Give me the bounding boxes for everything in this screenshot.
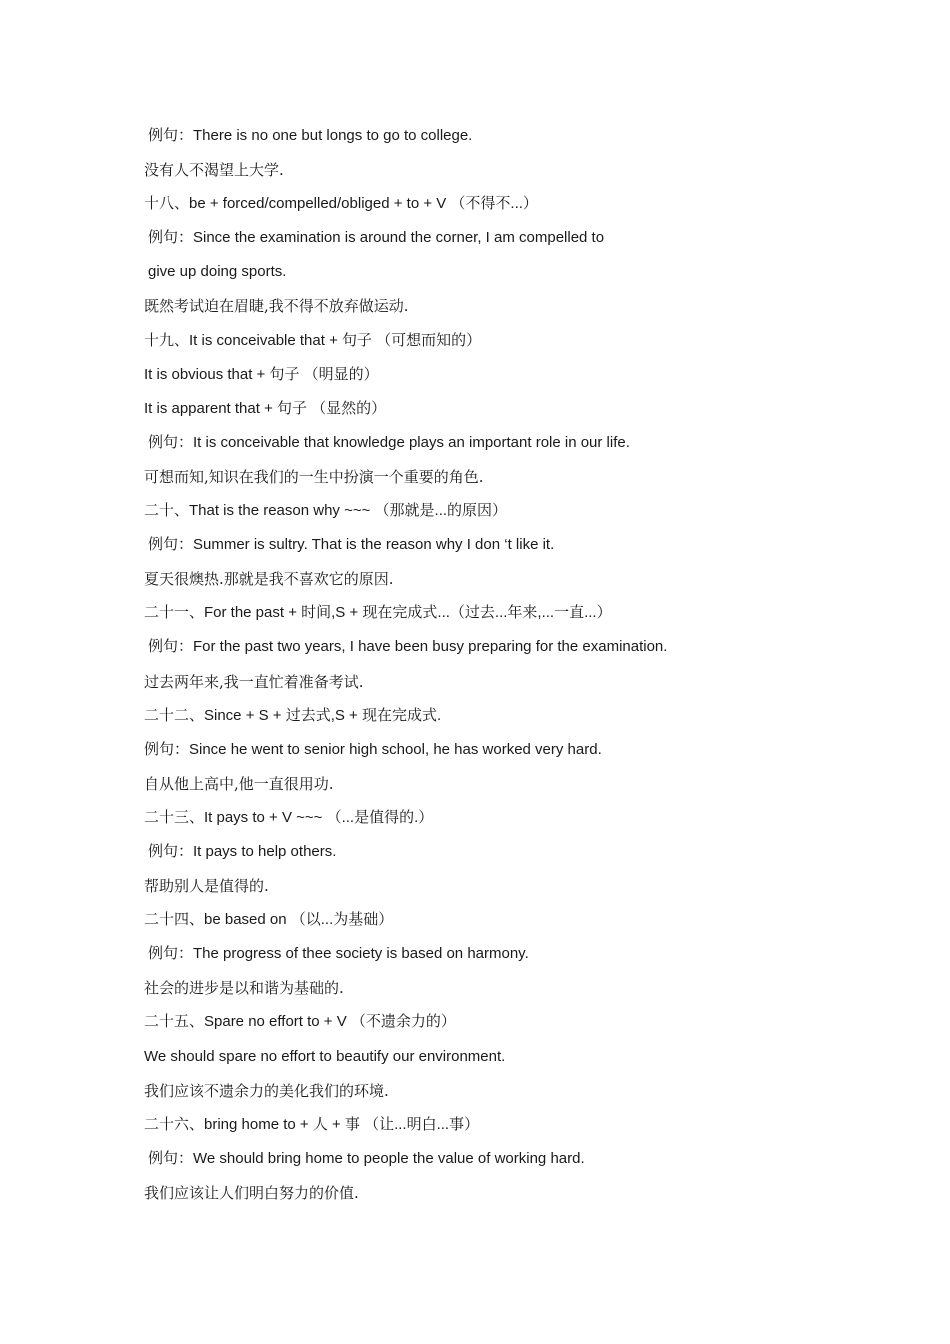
- text-line: 二十五、Spare no effort to + V （不遗余力的）: [144, 1013, 456, 1031]
- text-line: 二十六、bring home to + 人 + 事 （让...明白...事）: [144, 1115, 480, 1133]
- document-body: [144, 119, 844, 1210]
- translation-line: 自从他上高中,他一直很用功.: [144, 774, 334, 793]
- text-line: It is obvious that + 句子 （明显的）: [144, 365, 379, 383]
- translation-line: 社会的进步是以和谐为基础的.: [144, 979, 344, 998]
- text-line: We should spare no effort to beautify our environment.: [144, 1047, 506, 1065]
- translation-line: 可想而知,知识在我们的一生中扮演一个重要的角色.: [144, 467, 484, 486]
- text-line: 例句：Since the examination is around the corner, I am compelled to: [148, 229, 605, 247]
- text-line: 二十一、For the past + 时间,S + 现在完成式...（过去...年来,...一直...）: [144, 604, 612, 622]
- translation-line: 没有人不渴望上大学.: [144, 161, 284, 180]
- text-line: 例句：Summer is sultry. That is the reason why I don ‘t like it.: [148, 536, 555, 554]
- text-line: 十八、be + forced/compelled/obliged + to + V （不得不...）: [144, 195, 538, 213]
- text-line: 二十、That is the reason why ~~~ （那就是...的原因）: [144, 502, 508, 520]
- text-line: 二十三、It pays to + V ~~~ （...是值得的.）: [144, 808, 434, 826]
- text-line: give up doing sports.: [148, 263, 287, 281]
- text-line: 例句：It pays to help others.: [148, 842, 337, 860]
- translation-line: 夏天很燠热.那就是我不喜欢它的原因.: [144, 570, 394, 589]
- text-line: 二十二、Since + S + 过去式,S + 现在完成式.: [144, 706, 442, 724]
- translation-line: 既然考试迫在眉睫,我不得不放弃做运动.: [144, 297, 409, 316]
- translation-line: 帮助别人是值得的.: [144, 877, 269, 896]
- text-line: 二十四、be based on （以...为基础）: [144, 911, 394, 929]
- text-line: It is apparent that + 句子 （显然的）: [144, 399, 387, 417]
- text-line: 例句：We should bring home to people the value of working hard.: [148, 1149, 585, 1167]
- translation-line: 我们应该不遗余力的美化我们的环境.: [144, 1081, 389, 1100]
- text-line: 例句：For the past two years, I have been busy preparing for the examination.: [148, 638, 668, 656]
- translation-line: 我们应该让人们明白努力的价值.: [144, 1183, 359, 1202]
- text-line: 例句：It is conceivable that knowledge plays an important role in our life.: [148, 433, 630, 451]
- text-line: 十九、It is conceivable that + 句子 （可想而知的）: [144, 331, 482, 349]
- text-line: 例句：The progress of thee society is based on harmony.: [148, 945, 529, 963]
- translation-line: 过去两年来,我一直忙着准备考试.: [144, 672, 364, 691]
- text-line: 例句：There is no one but longs to go to college.: [148, 127, 473, 144]
- text-line: 例句：Since he went to senior high school, he has worked very hard.: [144, 740, 602, 758]
